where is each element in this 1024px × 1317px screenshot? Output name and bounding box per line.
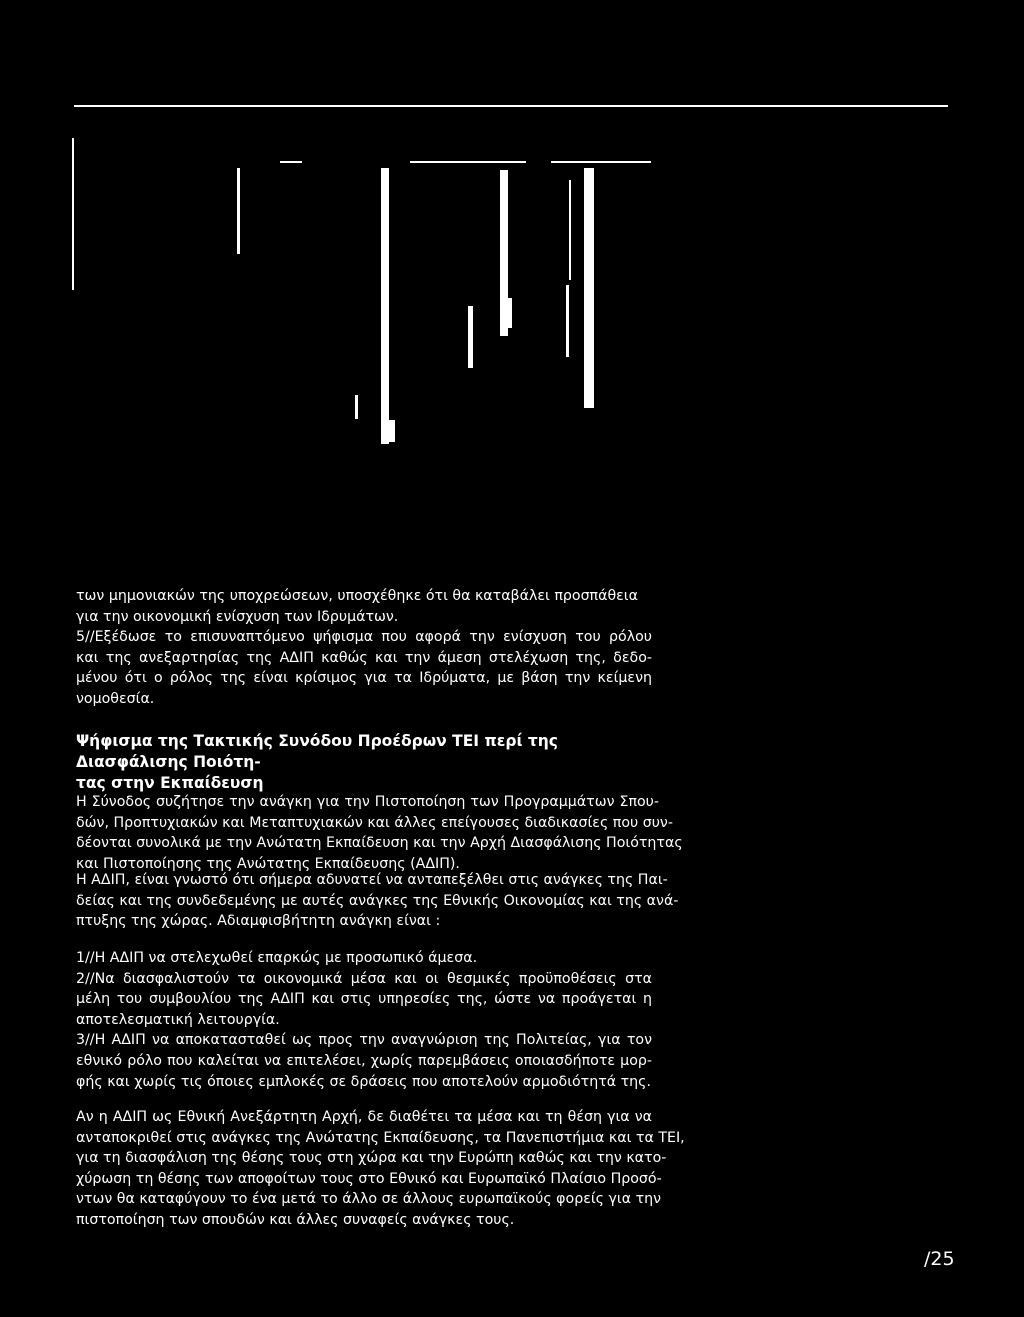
- synod-line: δών, Προπτυχιακών και Μεταπτυχιακών και άλλες επείγουσες διαδικασίες που συν-: [76, 814, 673, 831]
- closing-line: Αν η ΑΔΙΠ ως Εθνική Ανεξάρτητη Αρχή, δε διαθέτει τα μέσα και τη θέση για να: [76, 1109, 652, 1125]
- needs-item-3: εθνικό ρόλο που καλείται να επιτελέσει, χωρίς παρεμβάσεις οποιασδήποτε μορ-: [76, 1052, 652, 1069]
- adip-paragraph: [76, 870, 679, 932]
- closing-paragraph: [76, 1107, 685, 1231]
- point-5-line: νομοθεσία.: [76, 690, 155, 707]
- needs-item-3: φής και χωρίς τις όποιες εμπλοκές σε δράσεις που αποτελούν αρμοδιότητά της.: [76, 1073, 651, 1090]
- resolution-heading-line: τας στην Εκπαίδευση: [76, 774, 264, 792]
- needs-item-1: 1//Η ΑΔΙΠ να στελεχωθεί επαρκώς με προσωπικό άμεσα.: [76, 950, 478, 966]
- intro-line: για την οικονομική ενίσχυση των Ιδρυμάτων.: [76, 608, 399, 625]
- resolution-heading-line: Ψήφισμα της Τακτικής Συνόδου Προέδρων ΤΕΙ περί της Διασφάλισης Ποιότη-: [76, 732, 558, 771]
- resolution-heading: [76, 731, 666, 794]
- synod-paragraph: [76, 792, 683, 874]
- abstract-line-graphic: [0, 0, 1024, 460]
- adip-line: Η ΑΔΙΠ, είναι γνωστό ότι σήμερα αδυνατεί να ανταπεξέλθει στις ανάγκες της Παι-: [76, 872, 668, 888]
- point-5-line: και της ανεξαρτησίας της ΑΔΙΠ καθώς και την άμεση στελέχωση της, δεδο-: [76, 649, 652, 666]
- point-5-line: μένου ότι ο ρόλος της είναι κρίσιμος για τα Ιδρύματα, με βάση την κείμενη: [76, 670, 652, 687]
- point-5-paragraph: [76, 627, 652, 709]
- needs-item-2: 2//Να διασφαλιστούν τα οικονομικά μέσα και οι θεσμικές προϋποθέσεις στα: [76, 970, 652, 987]
- synod-line: και Πιστοποίησης της Ανώτατης Εκπαίδευσης (ΑΔΙΠ).: [76, 855, 460, 872]
- closing-line: για τη διασφάλιση της θέσης τους στη χώρα και την Ευρώπη καθώς και την κατο-: [76, 1150, 667, 1167]
- page-number: /25: [924, 1248, 955, 1270]
- closing-line: πιστοποίηση των σπουδών και άλλες συναφείς ανάγκες τους.: [76, 1211, 515, 1228]
- needs-item-2: αποτελεσματική λειτουργία.: [76, 1011, 280, 1028]
- adip-line: δείας και της συνδεδεμένης με αυτές ανάγκες της Εθνικής Οικονομίας και της ανά-: [76, 892, 679, 909]
- closing-line: χύρωση τη θέσης των αποφοίτων τους στο Εθνικό και Ευρωπαϊκό Πλαίσιο Προσό-: [76, 1170, 662, 1187]
- synod-line: δέονται συνολικά με την Ανώτατη Εκπαίδευση και την Αρχή Διασφάλισης Ποιότητας: [76, 835, 683, 852]
- closing-line: ανταποκριθεί στις ανάγκες της Ανώτατης Εκπαίδευσης, τα Πανεπιστήμια και τα ΤΕΙ,: [76, 1129, 685, 1146]
- closing-line: ντων θα καταφύγουν το ένα μετά το άλλο σε άλλους ευρωπαϊκούς φορείς για την: [76, 1191, 662, 1208]
- needs-item-3: 3//Η ΑΔΙΠ να αποκατασταθεί ως προς την αναγνώριση της Πολιτείας, για τον: [76, 1032, 652, 1049]
- adip-line: πτυξης της χώρας. Αδιαμφισβήτητη ανάγκη είναι :: [76, 913, 441, 930]
- intro-line: των μημονιακών της υποχρεώσεων, υποσχέθηκε ότι θα καταβάλει προσπάθεια: [76, 588, 638, 604]
- intro-paragraph: [76, 586, 652, 627]
- needs-list: [76, 948, 652, 1092]
- point-5-line: 5//Εξέδωσε το επισυναπτόμενο ψήφισμα που αφορά την ενίσχυση του ρόλου: [76, 629, 652, 645]
- needs-item-2: μέλη του συμβουλίου της ΑΔΙΠ και στις υπηρεσίες της, ώστε να προάγεται η: [76, 991, 652, 1008]
- synod-line: Η Σύνοδος συζήτησε την ανάγκη για την Πιστοποίηση των Προγραμμάτων Σπου-: [76, 794, 659, 810]
